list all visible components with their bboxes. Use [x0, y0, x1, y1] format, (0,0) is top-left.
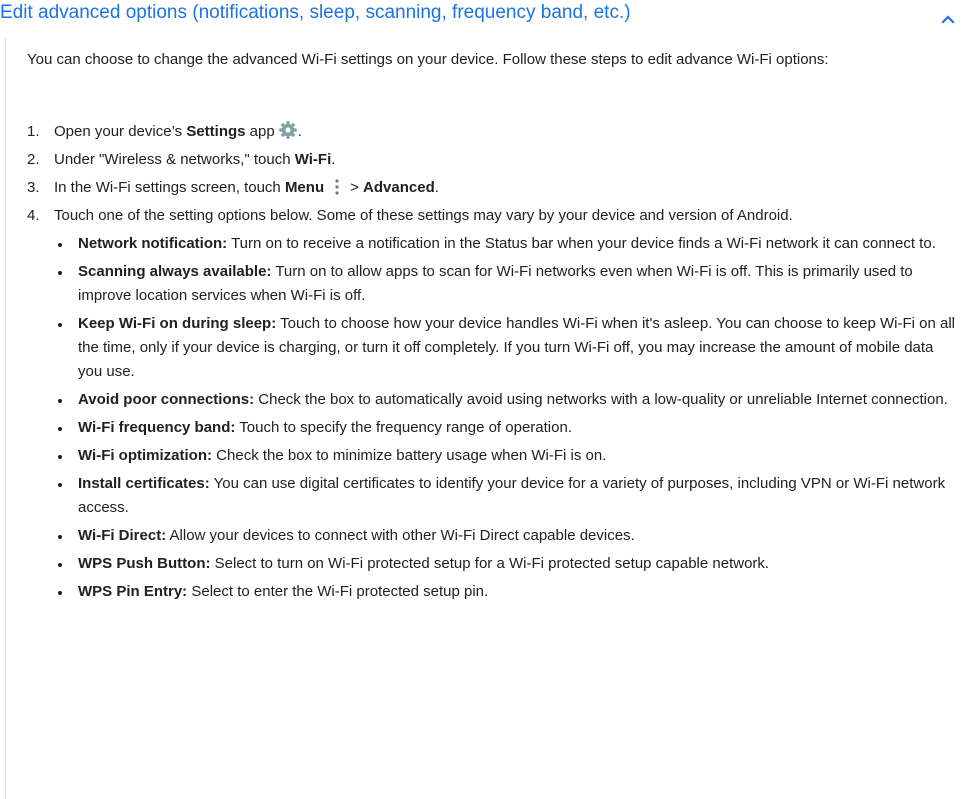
step-text: >: [350, 179, 364, 196]
option-term: WPS Pin Entry:: [78, 583, 188, 600]
option-term: Network notification:: [78, 235, 228, 252]
bullet-icon: [58, 483, 62, 487]
option-desc: Touch to choose how your device handles Wi-Fi when it's asleep. You can choose to keep Wi-Fi on all the time, only if your device is charging, or turn it off completely. If you turn Wi-Fi off, you may increase the amount of mobile data you use.: [78, 315, 955, 380]
step-text: .: [434, 179, 439, 196]
step-number: 3.: [27, 179, 40, 196]
list-item: [54, 580, 957, 604]
bullet-icon: [58, 427, 62, 431]
step-bold-label: Settings: [186, 123, 246, 140]
option-desc: You can use digital certificates to identify your device for a variety of purposes, including VPN or Wi-Fi network access.: [78, 475, 946, 516]
section-content: [5, 38, 973, 799]
bullet-icon: [58, 271, 62, 275]
list-item: [54, 388, 957, 412]
option-desc: Turn on to receive a notification in the Status bar when your device finds a Wi-Fi network it can connect to.: [227, 235, 936, 252]
option-desc: Select to turn on Wi-Fi protected setup for a Wi-Fi protected setup capable network.: [210, 555, 770, 572]
step-bold-label: Menu: [284, 179, 325, 196]
step-number: 2.: [27, 151, 40, 168]
option-desc: Check the box to minimize battery usage when Wi-Fi is on.: [212, 447, 607, 464]
option-term: Install certificates:: [78, 475, 210, 492]
bullet-icon: [58, 399, 62, 403]
chevron-up-icon[interactable]: [939, 10, 957, 28]
step-text: .: [331, 151, 336, 168]
option-term: Wi-Fi optimization:: [78, 447, 213, 464]
step-bold-label: Advanced: [363, 179, 435, 196]
list-item: [54, 472, 957, 520]
step-number: 1.: [27, 123, 40, 140]
option-term: Wi-Fi frequency band:: [78, 419, 236, 436]
list-item: [54, 416, 957, 440]
list-item: [54, 312, 957, 384]
option-desc: Select to enter the Wi-Fi protected setup pin.: [187, 583, 489, 600]
section-title[interactable]: Edit advanced options (notifications, sleep, scanning, frequency band, etc.): [0, 2, 631, 23]
option-term: Keep Wi-Fi on during sleep:: [78, 315, 277, 332]
list-item: [54, 260, 957, 308]
step-item: [27, 176, 957, 200]
menu-dots-icon: [330, 177, 344, 197]
option-desc: Touch to specify the frequency range of operation.: [235, 419, 572, 436]
bullet-icon: [58, 455, 62, 459]
steps-list: [27, 120, 957, 608]
bullet-icon: [58, 243, 62, 247]
settings-gear-icon: [278, 120, 298, 140]
option-desc: Check the box to automatically avoid using networks with a low-quality or unreliable Internet connection.: [254, 391, 948, 408]
step-item: [27, 204, 957, 604]
option-desc: Turn on to allow apps to scan for Wi-Fi networks even when Wi-Fi is off. This is primarily used to improve location services when Wi-Fi is off.: [78, 263, 913, 304]
step-number: 4.: [27, 207, 40, 224]
option-term: Wi-Fi Direct:: [78, 527, 167, 544]
option-term: WPS Push Button:: [78, 555, 211, 572]
bullet-icon: [58, 535, 62, 539]
bullet-icon: [58, 591, 62, 595]
option-term: Avoid poor connections:: [78, 391, 255, 408]
step-text: In the Wi-Fi settings screen, touch: [54, 179, 285, 196]
step-bold-label: Wi-Fi: [294, 151, 332, 168]
step-item: [27, 148, 957, 172]
bullet-icon: [58, 323, 62, 327]
step-text: .: [297, 123, 302, 140]
list-item: [54, 552, 957, 576]
step-text: Touch one of the setting options below. Some of these settings may vary by your device and version of Android.: [54, 207, 793, 224]
option-desc: Allow your devices to connect with other Wi-Fi Direct capable devices.: [166, 527, 635, 544]
option-term: Scanning always available:: [78, 263, 272, 280]
step-text: Under "Wireless & networks," touch: [54, 151, 295, 168]
step-text: Open your device’s: [54, 123, 187, 140]
list-item: [54, 232, 957, 256]
list-item: [54, 444, 957, 468]
section-header-toggle[interactable]: [0, 0, 973, 36]
intro-text: You can choose to change the advanced Wi-Fi settings on your device. Follow these steps to edit advance Wi-Fi options:: [27, 51, 829, 68]
list-item: [54, 524, 957, 548]
options-list: [54, 232, 957, 604]
bullet-icon: [58, 563, 62, 567]
step-text: app: [245, 123, 275, 140]
step-item: [27, 120, 957, 144]
